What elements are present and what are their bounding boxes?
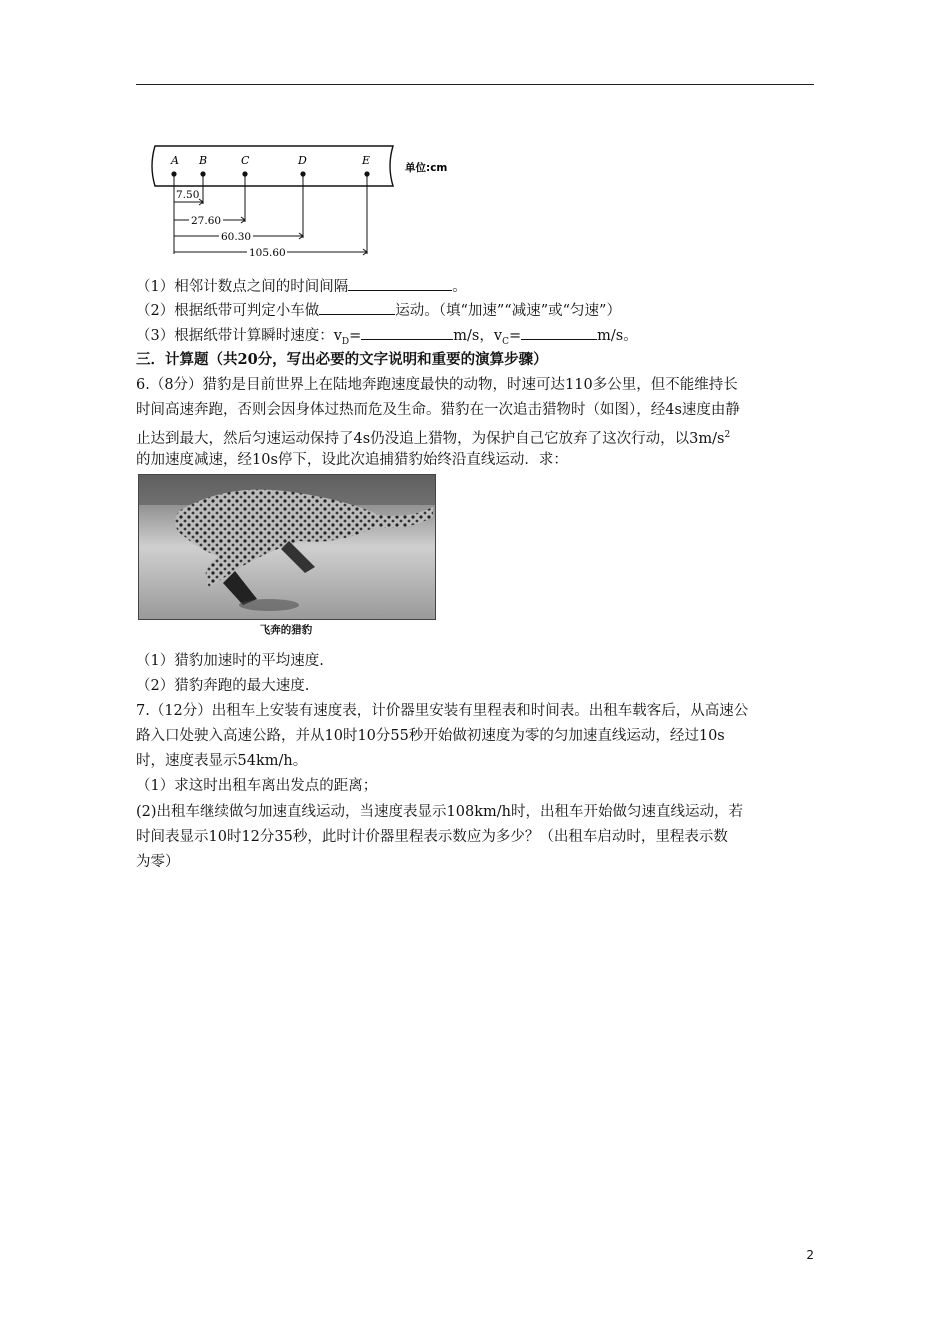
q6-line: 止达到最大，然后匀速运动保持了4s仍没追上猎物，为保护自己它放弃了这次行动，以$3m/s^2$ (136, 430, 731, 447)
answer-blank[interactable] (521, 325, 597, 340)
photo-caption: 飞奔的猎豹 (259, 624, 313, 636)
distance-label: 27.60 (191, 215, 222, 227)
tape-point-label: B (199, 154, 208, 167)
distance-label: 105.60 (249, 247, 286, 259)
tape-point-label: E (362, 154, 371, 167)
tape-point-label: A (171, 154, 179, 167)
answer-blank[interactable] (361, 325, 453, 340)
q6-line: 的加速度减速，经10s停下，设此次追捕猎豹始终沿直线运动．求： (136, 452, 568, 468)
q7-line: 7.（12分）出租车上安装有速度表，计价器里安装有里程表和时间表。出租车载客后，从高速公 (136, 703, 749, 719)
q6-sub-question: （2）猎豹奔跑的最大速度. (136, 678, 310, 694)
tape-point-label: D (298, 154, 307, 167)
page-number: 2 (806, 1248, 814, 1262)
q7-sub-question: 时间表显示10时12分35秒，此时计价器里程表示数应为多少？（出租车启动时，里程表示数 (136, 829, 728, 845)
tape-unit-label: 单位:cm (405, 162, 448, 174)
answer-blank[interactable] (348, 276, 452, 291)
q7-line: 时，速度表显示54km/h。 (136, 753, 308, 769)
header-rule (136, 84, 814, 85)
q5-part2: （2）根据纸带可判定小车做 运动。（填“加速”“减速”或“匀速”） (136, 300, 816, 322)
q5-part3: （3）根据纸带计算瞬时速度：$v_D= m/s$，$v_C= m/s$。 (136, 325, 816, 353)
cheetah-photo (138, 474, 436, 620)
q7-sub-question: （1）求这时出租车离出发点的距离； (136, 778, 378, 794)
answer-blank[interactable] (319, 300, 395, 315)
q7-sub-question: 为零） (136, 854, 180, 870)
tape-point-label: C (241, 154, 250, 167)
q7-line: 路入口处驶入高速公路，并从10时10分55秒开始做初速度为零的匀加速直线运动，经过10s (136, 728, 725, 744)
distance-label: 7.50 (176, 189, 200, 201)
q6-sub-question: （1）猎豹加速时的平均速度. (136, 653, 324, 669)
q7-sub-question: (2)出租车继续做匀加速直线运动，当速度表显示108km/h时，出租车开始做匀速直线运动，若 (136, 804, 743, 820)
distance-label: 60.30 (221, 231, 252, 243)
q6-line: 6.（8分）猎豹是目前世界上在陆地奔跑速度最快的动物，时速可达110多公里，但不能维持长 (136, 377, 738, 393)
q6-line: 时间高速奔跑，否则会因身体过热而危及生命。猎豹在一次追击猎物时（如图），经4s速度由静 (136, 402, 740, 418)
paper-tape-figure (143, 142, 463, 262)
q5-part1: （1）相邻计数点之间的时间间隔 。 (136, 276, 816, 298)
section-title: 三．计算题（共20分，写出必要的文字说明和重要的演算步骤） (136, 351, 548, 368)
